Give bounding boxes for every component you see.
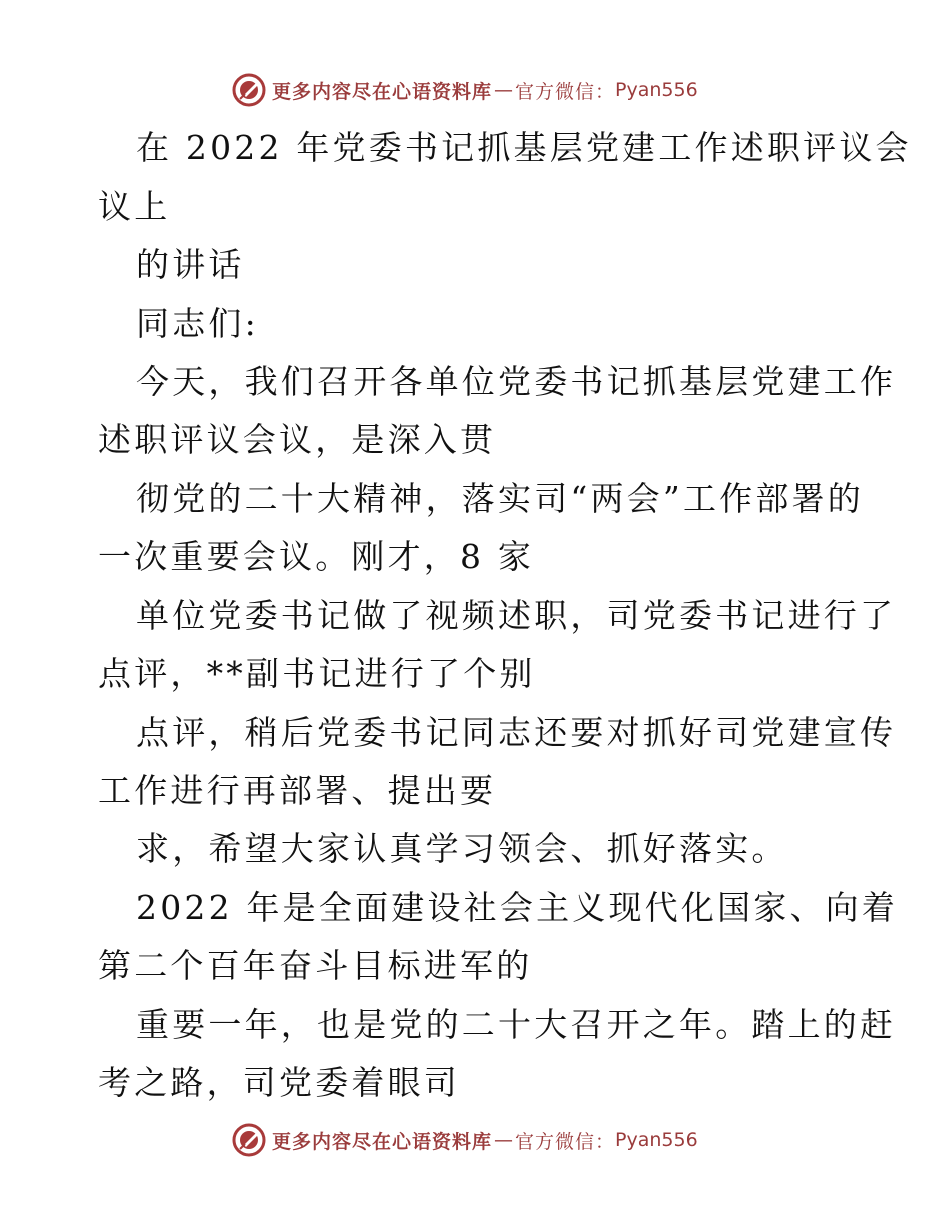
title-line-3: 的讲话: [136, 245, 245, 284]
title-line-1: 在 2022 年党委书记抓基层党建工作述职评议会: [136, 128, 912, 167]
paragraph-line: 一次重要会议。刚才，8 家: [98, 537, 535, 576]
paragraph-line: 重要一年，也是党的二十大召开之年。踏上的赶: [136, 1005, 897, 1044]
title-line-2: 议上: [98, 187, 171, 226]
paragraph-line: 第二个百年奋斗目标进军的: [98, 946, 533, 985]
watermark-dash: —: [494, 79, 514, 101]
paragraph-line: 述职评议会议，是深入贯: [98, 420, 497, 459]
paragraph-line: 单位党委书记做了视频述职，司党委书记进行了: [136, 596, 897, 635]
watermark-wechat-id: Pyan556: [615, 1129, 698, 1151]
salutation: 同志们:: [136, 304, 259, 343]
paragraph-line: 点评，稍后党委书记同志还要对抓好司党建宣传: [136, 713, 897, 752]
watermark-brand: 更多内容尽在心语资料库: [272, 80, 493, 103]
footer-watermark: [232, 1122, 698, 1158]
brand-logo-icon: [232, 1123, 266, 1157]
paragraph-line: 考之路，司党委着眼司: [98, 1063, 460, 1102]
paragraph-line: 今天，我们召开各单位党委书记抓基层党建工作: [136, 362, 897, 401]
paragraph-line: 彻党的二十大精神，落实司“两会”工作部署的: [136, 479, 864, 518]
paragraph-line: 点评，**副书记进行了个别: [98, 654, 536, 693]
paragraph-line: 工作进行再部署、提出要: [98, 771, 497, 810]
watermark-wechat-label: 官方微信：: [515, 80, 616, 103]
paragraph-line: 2022 年是全面建设社会主义现代化国家、向着: [136, 888, 899, 927]
header-watermark: [232, 72, 698, 108]
watermark-brand: 更多内容尽在心语资料库: [272, 1130, 493, 1153]
watermark-wechat-id: Pyan556: [615, 79, 698, 101]
watermark-wechat-label: 官方微信：: [515, 1130, 616, 1153]
brand-logo-icon: [232, 73, 266, 107]
paragraph-line: 求，希望大家认真学习领会、抓好落实。: [136, 829, 788, 868]
watermark-dash: —: [494, 1129, 514, 1151]
